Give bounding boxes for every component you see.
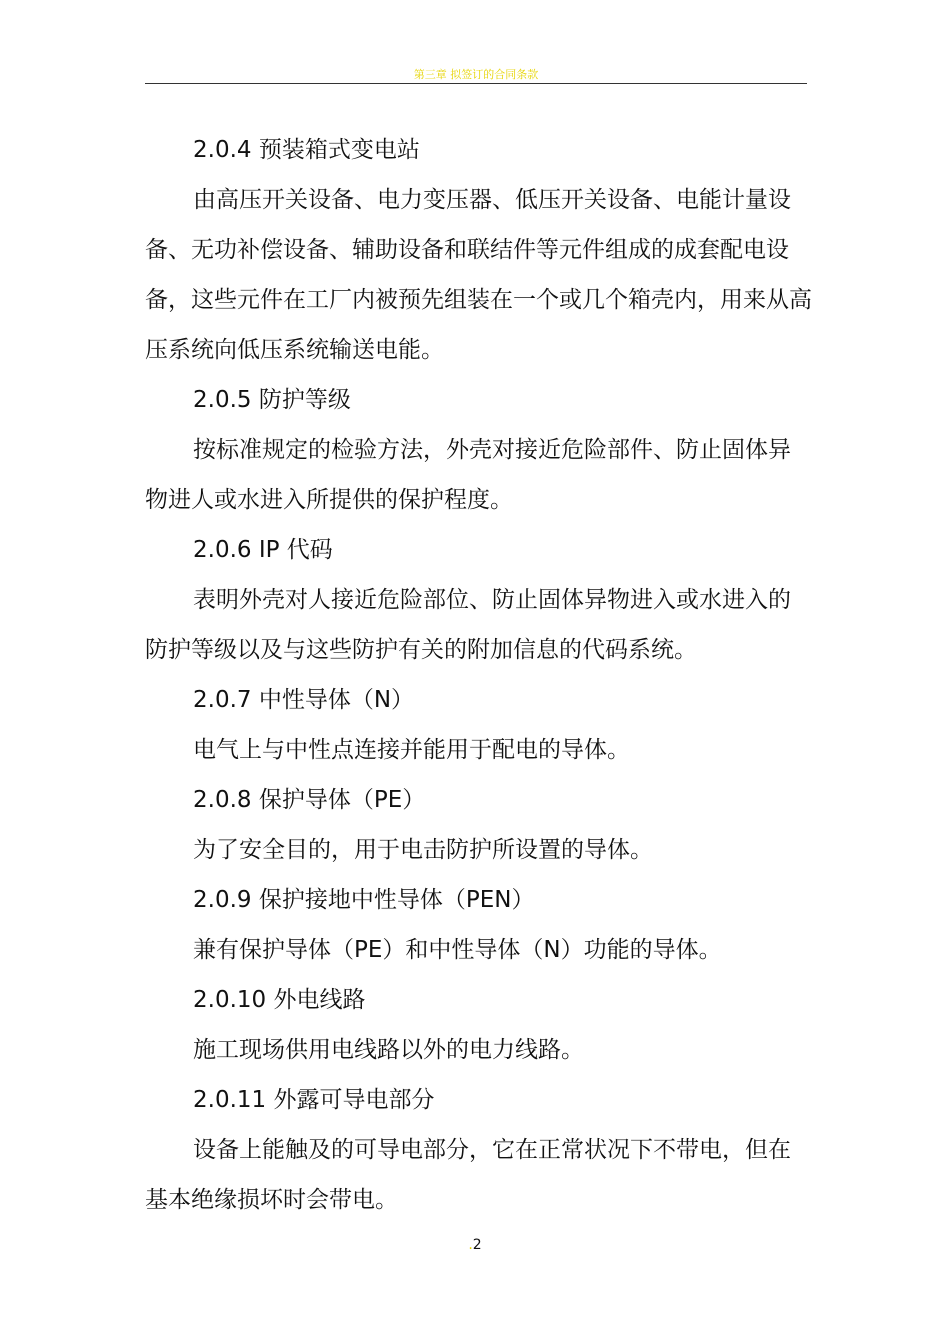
section-heading-2-0-8: 2.0.8 保护导体（PE） xyxy=(193,787,426,813)
section-heading-2-0-5: 2.0.5 防护等级 xyxy=(193,387,351,413)
paragraph: 按标准规定的检验方法，外壳对接近危险部件、防止固体异物进人或水进入所提供的保护程度。 xyxy=(145,437,791,513)
paragraph: 由高压开关设备、电力变压器、低压开关设备、电能计量设备、无功补偿设备、辅助设备和联结件等元件组成的成套配电设备，这些元件在工厂内被预先组装在一个或几个箱壳内，用来从高压系统向低压系统输送电能。 xyxy=(145,187,812,363)
page-header: 第三章 拟签订的合同条款 xyxy=(413,68,539,81)
paragraph: 表明外壳对人接近危险部位、防止固体异物进入或水进入的防护等级以及与这些防护有关的附加信息的代码系统。 xyxy=(145,587,791,663)
document-body xyxy=(145,125,813,1225)
paragraph: 施工现场供用电线路以外的电力线路。 xyxy=(193,1037,584,1063)
section-heading-2-0-4: 2.0.4 预装箱式变电站 xyxy=(193,137,420,163)
header-divider xyxy=(145,83,807,84)
section-heading-2-0-6: 2.0.6 IP 代码 xyxy=(193,537,333,563)
paragraph: 电气上与中性点连接并能用于配电的导体。 xyxy=(193,737,630,763)
section-heading-2-0-11: 2.0.11 外露可导电部分 xyxy=(193,1087,435,1113)
section-heading-2-0-10: 2.0.10 外电线路 xyxy=(193,987,366,1013)
page-number: 2 xyxy=(472,1237,482,1253)
section-heading-2-0-9: 2.0.9 保护接地中性导体（PEN） xyxy=(193,887,535,913)
page-footer xyxy=(0,1236,950,1254)
section-heading-2-0-7: 2.0.7 中性导体（N） xyxy=(193,687,415,713)
paragraph: 兼有保护导体（PE）和中性导体（N）功能的导体。 xyxy=(193,937,722,963)
paragraph: 为了安全目的，用于电击防护所设置的导体。 xyxy=(193,837,653,863)
footer-dot: . xyxy=(468,1237,473,1253)
paragraph: 设备上能触及的可导电部分，它在正常状况下不带电，但在基本绝缘损坏时会带电。 xyxy=(145,1137,791,1213)
